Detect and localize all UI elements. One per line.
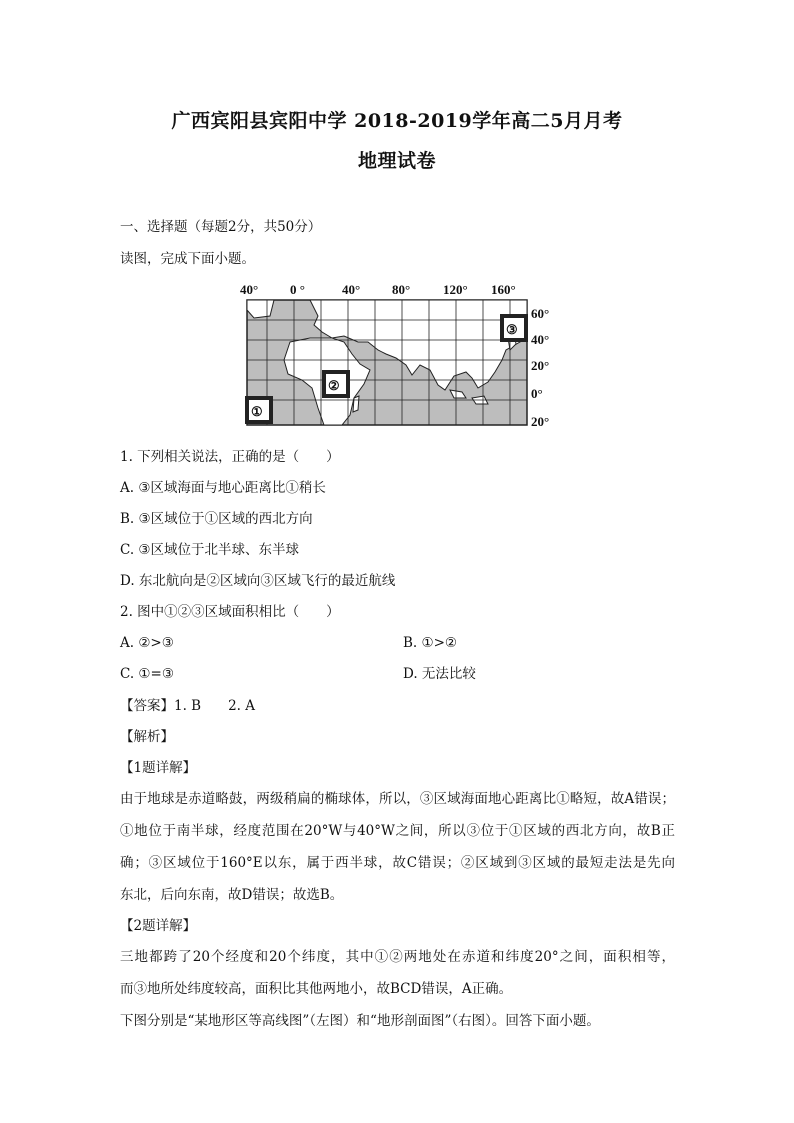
- q1-detail-line: 东北，后向东南，故D错误；故选B。: [120, 887, 344, 903]
- lat-label: 40°: [531, 332, 550, 347]
- q2-detail-line: 三地都跨了20个经度和20个纬度，其中①②两地处在赤道和纬度20°之间，面积相等，: [120, 949, 675, 965]
- lon-label: 120°: [443, 282, 468, 297]
- exam-title: 广西宾阳县宾阳中学 2018-2019学年高二5月月考: [171, 110, 623, 132]
- question-1-option-a: A. ③区域海面与地心距离比①稍长: [120, 480, 326, 496]
- world-grid-map: [240, 280, 560, 432]
- svg-text:②: ②: [328, 378, 340, 393]
- lon-label: 80°: [392, 282, 411, 297]
- lat-label: 60°: [531, 306, 550, 321]
- next-question-intro: 下图分别是“某地形区等高线图”（左图）和“地形剖面图”（右图）。回答下面小题。: [120, 1013, 600, 1029]
- q2-detail-heading: 【2题详解】: [120, 918, 197, 934]
- question-1-option-d: D. 东北航向是②区域向③区域飞行的最近航线: [120, 573, 396, 589]
- lon-label: 40°: [342, 282, 361, 297]
- svg-text:③: ③: [506, 322, 518, 337]
- q2-detail-line: 而③地所处纬度较高，面积比其他两地小，故BCD错误，A正确。: [120, 981, 513, 997]
- lat-label: 0°: [531, 386, 543, 401]
- exam-subtitle: 地理试卷: [357, 150, 436, 172]
- section-heading: 一、选择题（每题2分，共50分）: [120, 219, 322, 235]
- question-1-option-c: C. ③区域位于北半球、东半球: [120, 542, 300, 558]
- q1-detail-heading: 【1题详解】: [120, 760, 197, 776]
- lat-label: 20°: [531, 358, 550, 373]
- question-2-option-a: A. ②>③: [120, 635, 174, 651]
- question-2-option-d: D. 无法比较: [403, 666, 476, 682]
- q1-detail-line: 由于地球是赤道略鼓，两级稍扁的椭球体，所以，③区域海面地心距离比①略短，故A错误；: [120, 791, 675, 807]
- lon-label: 40°: [240, 282, 259, 297]
- question-1-option-b: B. ③区域位于①区域的西北方向: [120, 511, 313, 527]
- q1-detail-line: ①地位于南半球，经度范围在20°W与40°W之间，所以③位于①区域的西北方向，故B正: [120, 823, 675, 839]
- q1-detail-line: 确；③区域位于160°E以东，属于西半球，故C错误；②区域到③区域的最短走法是先向: [120, 855, 675, 871]
- lon-label: 160°: [491, 282, 516, 297]
- region-3: [502, 316, 526, 340]
- map-intro: 读图，完成下面小题。: [120, 251, 255, 267]
- question-1-stem: 1. 下列相关说法，正确的是（ ）: [120, 449, 340, 465]
- region-2: [324, 372, 348, 396]
- answer-line: 【答案】1. B 2. A: [120, 698, 256, 714]
- analysis-heading: 【解析】: [120, 729, 174, 745]
- question-2-option-c: C. ①=③: [120, 666, 174, 682]
- region-1: [247, 398, 271, 422]
- question-2-stem: 2. 图中①②③区域面积相比（ ）: [120, 604, 340, 620]
- question-2-option-b: B. ①>②: [403, 635, 458, 651]
- svg-text:①: ①: [251, 404, 263, 419]
- lat-label: 20°: [531, 414, 550, 429]
- lon-label: 0 °: [290, 282, 305, 297]
